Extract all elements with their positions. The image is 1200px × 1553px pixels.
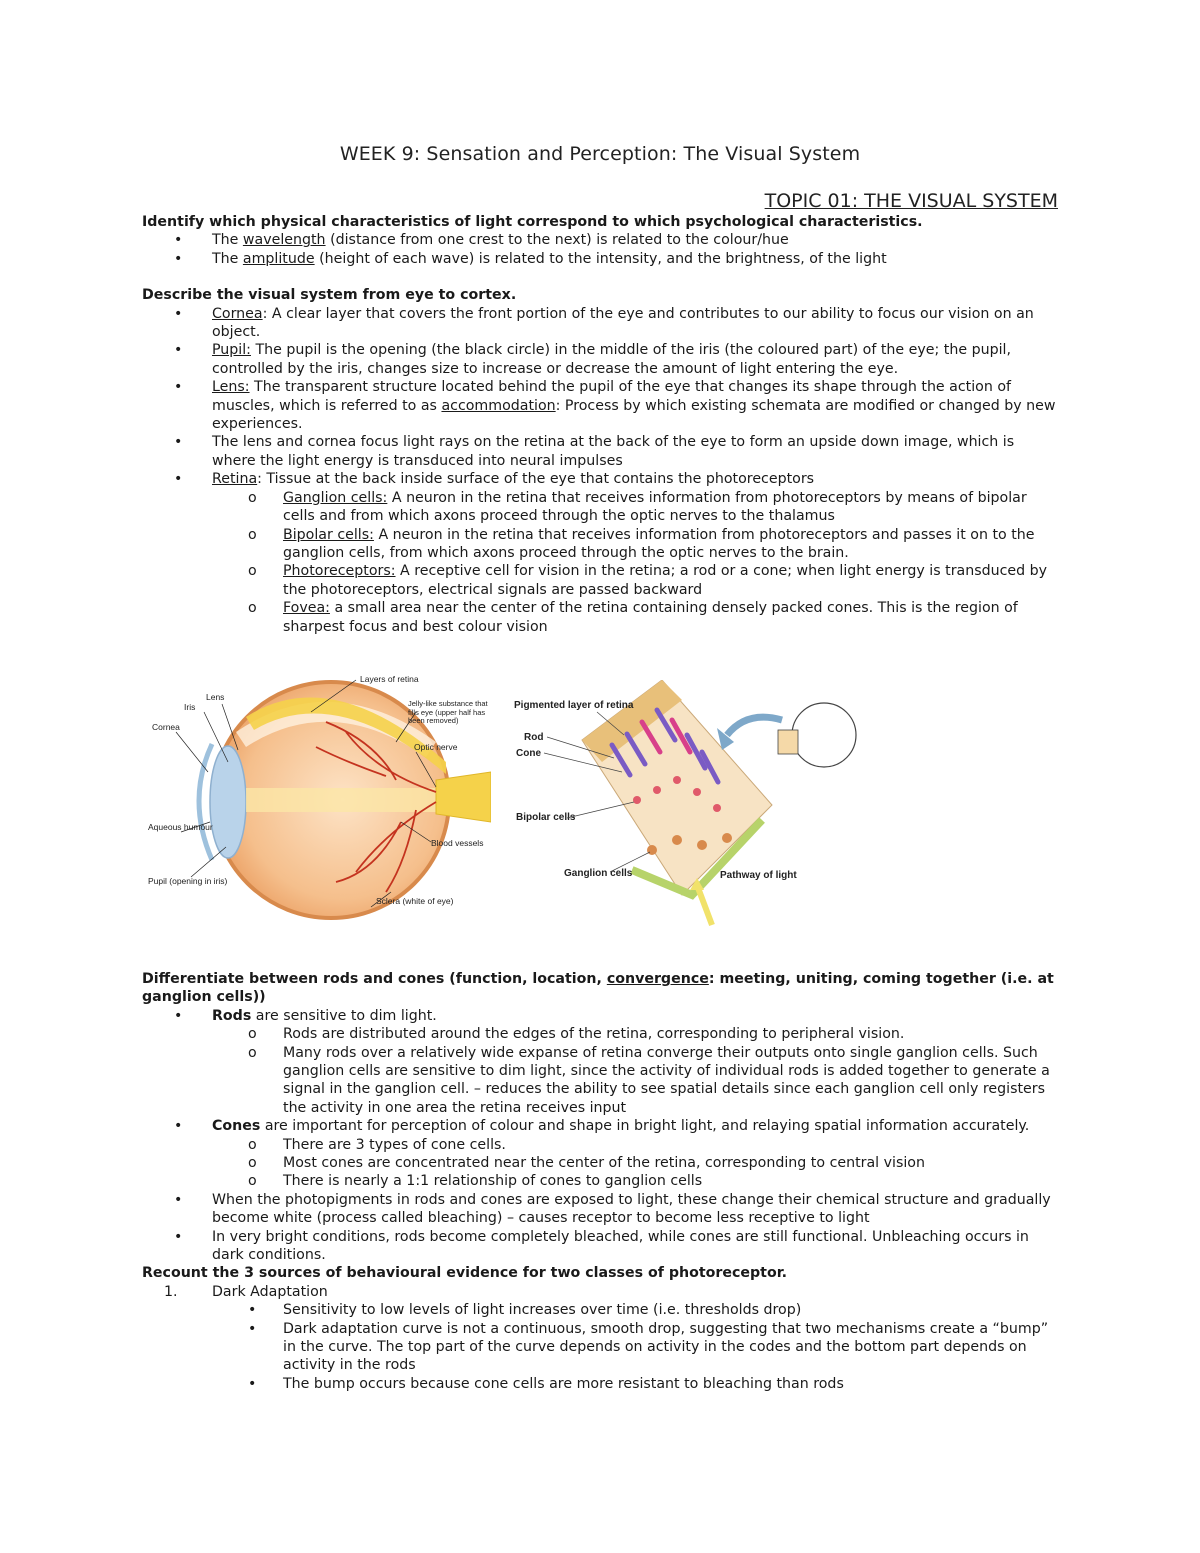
label-sclera: Sclera (white of eye) bbox=[376, 895, 454, 906]
text: The bump occurs because cone cells are more resistant to bleaching than rods bbox=[283, 1375, 844, 1392]
sublist-item bbox=[142, 599, 1062, 636]
sublist-item bbox=[142, 526, 1062, 563]
label-jelly: Jelly-like substance that fills eye (upper half has been removed) bbox=[408, 699, 488, 725]
text: Many rods over a relatively wide expanse of retina converge their outputs onto single ganglion cells. Such ganglion cells are sensitive to dim light, since the activity of individual rods is added together to generate a signal in the ganglion cell. – reduces the ability to see spatial details since each ganglion cell only registers the activity in one area the retina receives input bbox=[283, 1044, 1050, 1116]
text: A neuron in the retina that receives information from photoreceptors and passes it on to the ganglion cells, from which axons proceed through the optic nerves to the brain. bbox=[283, 526, 1035, 561]
text: The pupil is the opening (the black circle) in the middle of the iris (the coloured part) of the eye; the pupil, controlled by the iris, changes size to increase or decrease the amount of light entering the eye. bbox=[212, 342, 1011, 377]
text: a small area near the center of the retina containing densely packed cones. This is the region of sharpest focus and best colour vision bbox=[283, 600, 1018, 635]
circle-bullet-icon: o bbox=[248, 1026, 257, 1043]
text: Sensitivity to low levels of light increases over time (i.e. thresholds drop) bbox=[283, 1302, 802, 1319]
text: Differentiate between rods and cones (function, location, bbox=[142, 970, 607, 987]
sublist-item bbox=[142, 1301, 1062, 1319]
sublist-item bbox=[142, 1044, 1062, 1118]
list-item bbox=[142, 1191, 1062, 1228]
text: (height of each wave) is related to the intensity, and the brightness, of the light bbox=[314, 250, 887, 267]
text: A neuron in the retina that receives information from photoreceptors by means of bipolar cells and from which axons proceed through the optic nerves to the thalamus bbox=[283, 489, 1027, 525]
bullet-icon: • bbox=[248, 1375, 257, 1392]
rods-sublist bbox=[142, 1025, 1062, 1117]
visual-system-list bbox=[142, 305, 1062, 636]
term-cones: Cones bbox=[212, 1118, 261, 1135]
circle-bullet-icon: o bbox=[248, 563, 257, 580]
numbered-item bbox=[142, 1283, 1062, 1393]
label-cone: Cone bbox=[516, 747, 541, 759]
term-accommodation: accommodation bbox=[441, 397, 556, 414]
text: In very bright conditions, rods become completely bleached, while cones are still functional. Unbleaching occurs in dark conditions. bbox=[212, 1228, 1029, 1264]
document-body bbox=[142, 213, 1062, 1393]
bullet-icon: • bbox=[174, 1191, 183, 1208]
term-convergence: convergence bbox=[606, 970, 709, 987]
label-rod: Rod bbox=[524, 731, 544, 743]
text: The lens and cornea focus light rays on the retina at the back of the eye to form an upside down image, which is where the light energy is transduced into neural impulses bbox=[212, 434, 1015, 469]
term-ganglion: Ganglion cells: bbox=[283, 489, 388, 506]
label-bipolar: Bipolar cells bbox=[516, 811, 576, 823]
text: are important for perception of colour and shape in bright light, and relaying spatial information accurately. bbox=[260, 1118, 1030, 1135]
term-amplitude: amplitude bbox=[242, 250, 315, 267]
label-pathway: Pathway of light bbox=[720, 869, 797, 881]
term-fovea: Fovea: bbox=[283, 600, 330, 617]
bullet-icon: • bbox=[248, 1302, 257, 1319]
label-iris: Iris bbox=[184, 701, 196, 712]
retina-sublist bbox=[142, 489, 1062, 636]
circle-bullet-icon: o bbox=[248, 1173, 257, 1190]
rods-cones-list bbox=[142, 1007, 1062, 1265]
term-rods: Rods bbox=[212, 1007, 252, 1024]
text: The bbox=[212, 250, 243, 267]
text: Dark Adaptation bbox=[212, 1283, 328, 1300]
retina-layers-figure bbox=[512, 680, 862, 942]
text: : A clear layer that covers the front portion of the eye and contributes to our ability to focus our vision on an object. bbox=[212, 305, 1034, 341]
label-lens: Lens bbox=[206, 691, 225, 702]
sublist-item bbox=[142, 1375, 1062, 1393]
sublist-item bbox=[142, 1172, 1062, 1190]
text: There is nearly a 1:1 relationship of cones to ganglion cells bbox=[283, 1173, 703, 1190]
list-item bbox=[142, 1007, 1062, 1117]
text: (distance from one crest to the next) is related to the colour/hue bbox=[325, 232, 789, 249]
sublist-item bbox=[142, 1154, 1062, 1172]
light-list bbox=[142, 231, 1062, 268]
circle-bullet-icon: o bbox=[248, 600, 257, 617]
sublist-item bbox=[142, 1025, 1062, 1043]
circle-bullet-icon: o bbox=[248, 1044, 257, 1061]
list-item bbox=[142, 341, 1062, 378]
label-blood-vessels: Blood vessels bbox=[431, 837, 484, 848]
text: are sensitive to dim light. bbox=[251, 1007, 437, 1024]
list-item bbox=[142, 305, 1062, 342]
circle-bullet-icon: o bbox=[248, 1136, 257, 1153]
label-ganglion: Ganglion cells bbox=[564, 867, 633, 879]
text: A receptive cell for vision in the retina; a rod or a cone; when light energy is transduced by the photoreceptors, electrical signals are passed backward bbox=[283, 563, 1048, 598]
text: The bbox=[212, 232, 243, 249]
circle-bullet-icon: o bbox=[248, 526, 257, 543]
list-item bbox=[142, 1228, 1062, 1265]
page-title: WEEK 9: Sensation and Perception: The Visual System bbox=[339, 143, 861, 165]
circle-bullet-icon: o bbox=[248, 1155, 257, 1171]
sublist-item bbox=[142, 562, 1062, 599]
bullet-icon: • bbox=[174, 434, 183, 451]
section-heading-light: Identify which physical characteristics of light correspond to which psychological characteristics. bbox=[142, 214, 923, 230]
figure-row bbox=[142, 672, 1062, 942]
zoom-arrow bbox=[727, 717, 782, 735]
term-pupil: Pupil: bbox=[212, 342, 251, 359]
term-wavelength: wavelength bbox=[242, 232, 326, 249]
list-item bbox=[142, 231, 1062, 249]
bullet-icon: • bbox=[174, 1007, 183, 1024]
list-item bbox=[142, 470, 1062, 636]
cones-sublist bbox=[142, 1136, 1062, 1191]
label-aqueous: Aqueous humour bbox=[148, 821, 213, 832]
bullet-icon: • bbox=[248, 1320, 257, 1337]
list-item bbox=[142, 1117, 1062, 1191]
list-item bbox=[142, 433, 1062, 470]
sublist-item bbox=[142, 1136, 1062, 1154]
eye-thumbnail-shape bbox=[792, 703, 856, 767]
optic-nerve-shape bbox=[436, 772, 491, 822]
list-item bbox=[142, 378, 1062, 433]
text: The transparent structure located behind the pupil of the eye that changes its shape through the action of muscles, which is referred to as bbox=[212, 379, 1012, 414]
sublist-item bbox=[142, 489, 1062, 526]
section-heading-rods-cones bbox=[142, 970, 1062, 1007]
term-photoreceptors: Photoreceptors: bbox=[283, 563, 396, 580]
text: : Tissue at the back inside surface of the eye that contains the photoreceptors bbox=[257, 471, 815, 488]
text: : Process by which existing schemata are modified or changed by new experiences. bbox=[212, 397, 1056, 433]
label-pupil: Pupil (opening in iris) bbox=[148, 875, 228, 886]
text: Dark adaptation curve is not a continuous, smooth drop, suggesting that two mechanisms create a “bump” in the curve. The top part of the curve depends on activity in the codes and the bottom part depends on activity in the rods bbox=[283, 1320, 1049, 1374]
text: There are 3 types of cone cells. bbox=[283, 1136, 506, 1153]
dark-adaptation-sublist bbox=[142, 1301, 1062, 1393]
circle-bullet-icon: o bbox=[248, 489, 257, 506]
bullet-icon: • bbox=[174, 1118, 183, 1135]
label-cornea: Cornea bbox=[152, 721, 180, 732]
bullet-icon: • bbox=[174, 305, 183, 322]
label-optic-nerve: Optic nerve bbox=[414, 741, 458, 752]
evidence-list bbox=[142, 1283, 1062, 1393]
text: Rods are distributed around the edges of the retina, corresponding to peripheral vision. bbox=[283, 1026, 905, 1043]
term-retina: Retina bbox=[212, 471, 258, 488]
section-heading-visual-system: Describe the visual system from eye to cortex. bbox=[142, 287, 517, 304]
text: When the photopigments in rods and cones are exposed to light, these change their chemical structure and gradually become white (process called bleaching) – causes receptor to become less receptive to light bbox=[212, 1191, 1051, 1227]
bullet-icon: • bbox=[174, 342, 183, 359]
section-heading-evidence: Recount the 3 sources of behavioural evidence for two classes of photoreceptor. bbox=[142, 1265, 788, 1282]
text: : meeting, uniting, coming together (i.e. at ganglion cells)) bbox=[142, 970, 1054, 1006]
eye-anatomy-figure bbox=[146, 672, 491, 942]
term-cornea: Cornea bbox=[212, 305, 263, 322]
item-number: 1. bbox=[164, 1283, 178, 1300]
label-pigmented: Pigmented layer of retina bbox=[514, 699, 634, 711]
lens-shape bbox=[210, 746, 246, 858]
term-lens: Lens: bbox=[212, 379, 250, 396]
light-pathway-arrow bbox=[697, 885, 712, 925]
term-bipolar: Bipolar cells: bbox=[283, 526, 374, 543]
sublist-item bbox=[142, 1320, 1062, 1375]
topic-heading: TOPIC 01: THE VISUAL SYSTEM bbox=[764, 190, 1058, 212]
label-layers: Layers of retina bbox=[360, 673, 419, 684]
bullet-icon: • bbox=[174, 232, 183, 249]
bullet-icon: • bbox=[174, 379, 183, 396]
text: Most cones are concentrated near the center of the retina, corresponding to central vision bbox=[283, 1155, 925, 1171]
list-item bbox=[142, 250, 1062, 268]
retina-section-shape bbox=[582, 680, 772, 895]
bullet-icon: • bbox=[174, 471, 183, 488]
bullet-icon: • bbox=[174, 250, 183, 267]
bullet-icon: • bbox=[174, 1228, 183, 1245]
